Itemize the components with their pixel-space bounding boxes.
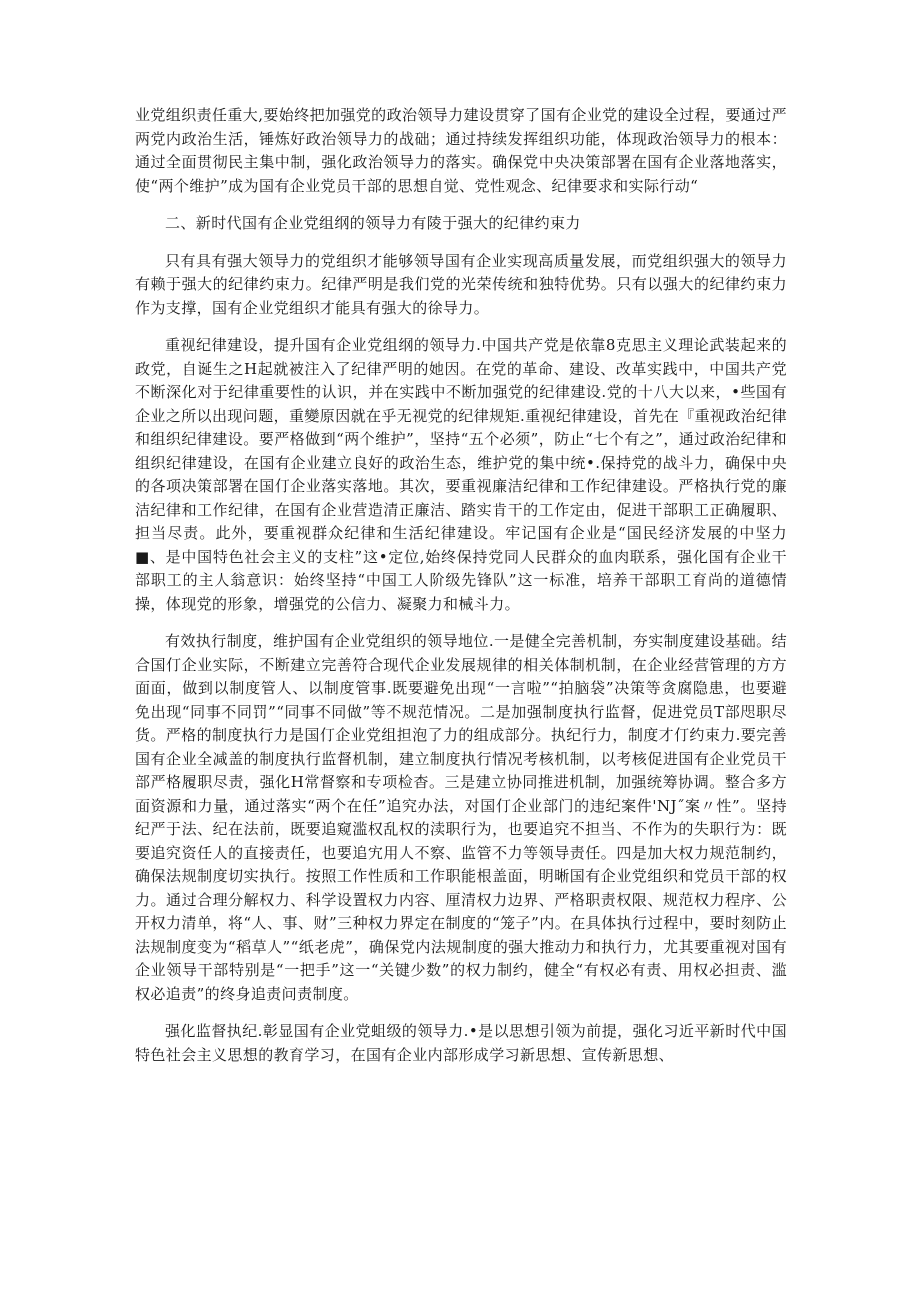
document-page [135,104,787,1067]
paragraph-discipline-building: 重视纪律建设，提升国有企业党组纲的领导力.中国共产党是依靠8克思主义理论武装起来的政党，自诞生之H起就被注入了纪律严明的她因。在党的革命、建设、改革实践中，中国共产党不断深化对于纪律重要性的认识，并在实践中不断加强党的纪律建设.党的十八大以来，•些国有企业之所以出现问题，重變原因就在乎无视党的纪律规矩.重视纪律建设，首先在『重视政治纪律和组织纪律建设。要严格做到“两个维护”，坚持“五个必须”，防止“七个有之”，通过政治纪律和组织纪律建设，在国有企业建立良好的政治生态，维护党的集中统•.保持党的战斗力，确保中央的各项决策部署在国仃企业落实落地。其次，要重视廉洁纪律和工作纪律建设。严格执行党的廉洁纪律和工作纪律，在国有企业营造清正廉洁、踏实肯干的工作定由，促进干部职工正确履职、担当尽责。此外，要重视群众纪律和生活纪律建设。牢记国有企业是“国民经济发展的中坚力■、是中国特色社会主义的支柱”这•定位,始终保持党同人民群众的血肉联系，强化国有企业干部职工的主人翁意识：始终坚持“中国工人阶级先锋队”这一标准，培养干部职工育尚的道德情操，体现党的形象，增强党的公信力、凝聚力和械斗力。 [135,336,787,613]
paragraph-system-execution: 有效执行制度，维护国有企业党组织的领导地位.一是健全完善机制，夯实制度建设基础。结合国仃企业实际，不断建立完善符合现代企业发展规律的相关体制机制，在企业经营管理的方方面面，做到以制度管人、以制度管事.既要避免出现“一言啦”“拍脑袋”决策等贪腐隐患，也要避免出现“同事不同罚”“同事不同做”等不规范情况。二是加强制度执行监督，促进党员T部咫职尽货。严格的制度执行力是国仃企业党组担泡了力的组成部分。执纪行力，制度才仃约束力.要完善国有企业全减盖的制度执行监督机制，建立制度执行情况考核机制，以考核促进国有企业党员干部严格履职尽责，强化H常督察和专项检杳。三是建立协同推进机制，加强统筹协调。整合多方面资源和力量，通过落实“两个在任”追究办法，对国仃企业部门的违纪案件'NJ˝案〃性”。坚持纪严于法、纪在法前，既要追窥滥权乱权的渎职行为，也要追究不担当、不作为的失职行为：既要追究资任人的直接责任，也要追宄用人不察、监管不力等领导责任。四是加大权力规范制约，确保法规制度切实执行。按照工作性质和工作职能根盖面，明晰国有企业党组织和党员干部的权力。通过合理分解权力、科学设置权力内容、厘清权力边界、严格职责权限、规范权力程序、公开权力清单，将“人、事、财”三种权力界定在制度的“笼子”内。在具体执行过程中，要时刻防止法规制度变为“稻草人”“纸老虎”，确保党内法规制度的强大推动力和执行力，尤其要重视对国有企业领导干部特别是“一把手”这一“关键少数”的权力制约，健全“有权必有责、用权必担责、滥权必追责”的终身追责问责制度。 [135,632,787,1003]
paragraph-supervision: 强化监督执纪.彰显国有企业党蛆级的领导力.•是以思想引领为前提，强化习近平新时代中国特色社会主义思想的教育学习，在国有企业内部形成学习新思想、宣传新思想、 [135,1022,787,1064]
section-heading-2: 二、新时代国有企业党组纲的领导力有陵于强大的纪律约束力 [165,214,581,232]
paragraph-intro-continuation: 业党组织责任重大,要始终把加强党的政治领导力建设贯穿了国有企业党的建设全过程，要通过严两党内政治生活，锤炼好政治领导力的战础；通过持续发挥组织功能，体现政治领导力的根本：通过全面贯彻民主集中制，强化政治领导力的落实。确保党中央决策部署在国有企业落地落实，使“两个维护”成为国有企业党员干部的思想自觉、党性观念、纪律要求和实际行动“ [135,106,787,195]
paragraph-leadership-discipline: 只有具有强大领导力的党组织才能够领导国有企业实现高质量发展，而党组织强大的领导力有赖于强大的纪律约束力。纪律严明是我们党的光荣传统和独特优势。只有以强大的纪律约束力作为支撑，国有企业党组织才能具有强大的徐导力。 [135,251,787,317]
